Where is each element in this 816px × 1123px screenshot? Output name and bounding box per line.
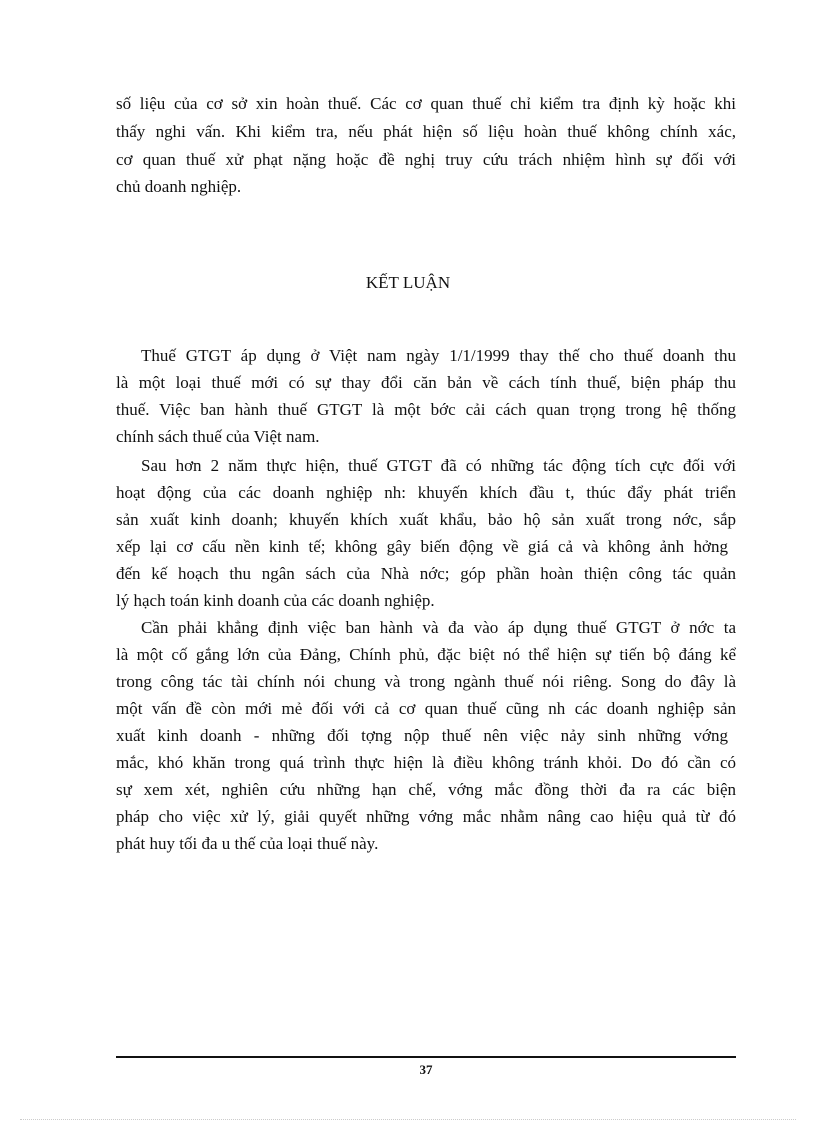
text-line: là một loại thuế mới có sự thay đổi căn bản về cách tính thuế, biện pháp thu [116,373,736,392]
text-line: Thuế GTGT áp dụng ở Việt nam ngày 1/1/1999 thay thế cho thuế doanh thu [141,346,736,365]
text-line: sự xem xét, nghiên cứu những hạn chế, vớng mắc đồng thời đa ra các biện [116,780,736,799]
text-line: trong công tác tài chính nói chung và trong ngành thuế nói riêng. Song do đây là [116,672,736,691]
text-line: hoạt động của các doanh nghiệp nh: khuyến khích đầu t, thúc đẩy phát triển [116,483,736,502]
text-line: phát huy tối đa u thế của loại thuế này. [116,834,379,853]
text-line: Sau hơn 2 năm thực hiện, thuế GTGT đã có những tác động tích cực đối với [141,456,736,475]
footer-rule [116,1056,736,1058]
text-line: thuế. Việc ban hành thuế GTGT là một bớc cải cách quan trọng trong hệ thống [116,400,736,419]
page-number: 37 [419,1062,433,1077]
text-line: chính sách thuế của Việt nam. [116,427,320,446]
text-line: sản xuất kinh doanh; khuyến khích xuất khẩu, bảo hộ sản xuất trong nớc, sắp [116,510,736,529]
text-line: pháp cho việc xử lý, giải quyết những vớng mắc nhằm nâng cao hiệu quả từ đó [116,807,736,826]
text-line: lý hạch toán kinh doanh của các doanh nghiệp. [116,591,435,610]
text-line: xếp lại cơ cấu nền kinh tế; không gây biến động về giá cả và không ảnh hởng [116,537,728,556]
text-line: cơ quan thuế xử phạt nặng hoặc đề nghị truy cứu trách nhiệm hình sự đối với [116,150,736,169]
text-line: mắc, khó khăn trong quá trình thực hiện là điều không tránh khỏi. Do đó cần có [116,753,736,772]
text-line: Cần phải khẳng định việc ban hành và đa vào áp dụng thuế GTGT ở nớc ta [141,618,736,637]
text-line: xuất kinh doanh - những đối tợng nộp thuế nên việc nảy sinh những vớng [116,726,728,745]
text-line: một vấn đề còn mới mẻ đối với cả cơ quan thuế cũng nh các doanh nghiệp sản [116,699,736,718]
text-line: số liệu của cơ sở xin hoàn thuế. Các cơ quan thuế chỉ kiểm tra định kỳ hoặc khi [116,94,736,113]
text-line: chủ doanh nghiệp. [116,177,242,196]
text-line: đến kế hoạch thu ngân sách của Nhà nớc; góp phần hoàn thiện công tác quản [116,564,736,583]
section-title: KẾT LUẬN [365,273,451,292]
text-line: là một cố gắng lớn của Đảng, Chính phủ, đặc biệt nó thể hiện sự tiến bộ đáng kể [116,645,736,664]
text-line: thấy nghi vấn. Khi kiểm tra, nếu phát hiện số liệu hoàn thuế không chính xác, [116,122,736,141]
page-edge-divider [20,1119,796,1120]
